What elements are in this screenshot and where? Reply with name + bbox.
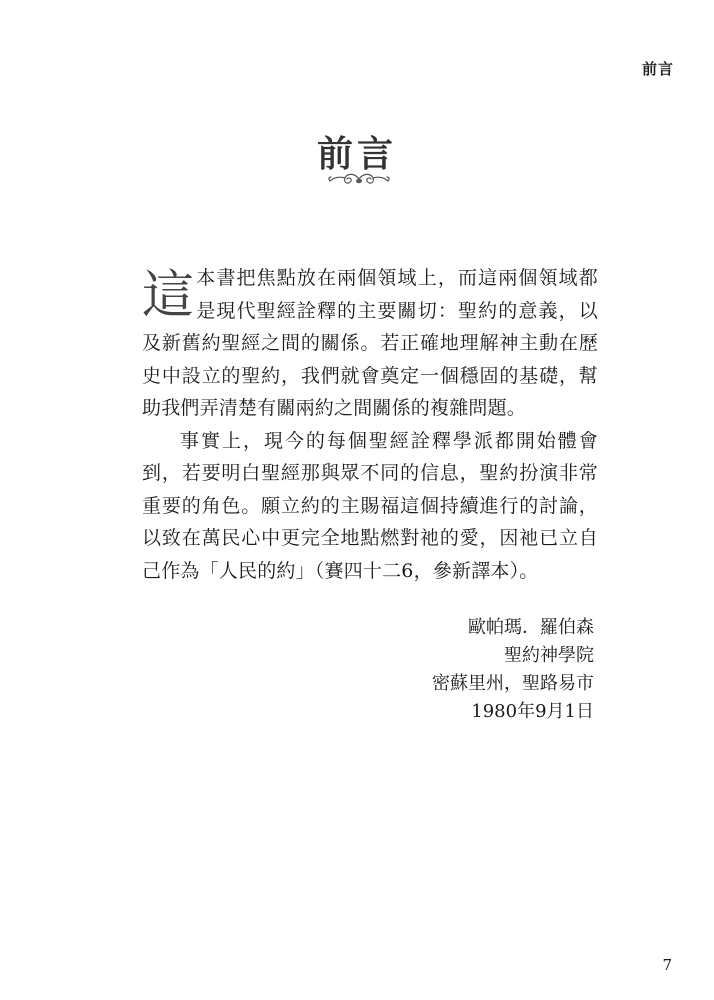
signature-institution: 聖約神學院 [504,645,594,666]
running-header: 前言 [641,60,674,78]
preface-body [142,262,598,587]
signature-location: 密蘇里州，聖路易市 [432,673,594,694]
signature-author: 歐帕瑪．羅伯森 [468,617,594,638]
paragraph-2: 事實上，現今的每個聖經詮釋學派都開始體會到，若要明白聖經那與眾不同的信息，聖約扮演非常重要的角色。願立約的主賜福這個持續進行的討論，以致在萬民心中更完全地點燃對祂的愛，因祂已立自己作為「人民的約」（賽四十二6，參新譯本）。 [142,429,598,582]
paragraph-1-text: 本書把焦點放在兩個領域上，而這兩個領域都是現代聖經詮釋的主要關切：聖約的意義，以及新舊約聖經之間的關係。若正確地理解神主動在歷史中設立的聖約，我們就會奠定一個穩固的基礎，幫助我們弄清楚有關兩約之間關係的複雜問題。 [142,267,598,419]
signature-block [432,614,594,726]
scroll-flourish-icon [327,168,391,190]
page-number: 7 [662,956,672,974]
paragraph-1 [142,262,598,425]
page-title: 前言 [316,133,397,175]
signature-date: 1980年9月1日 [471,701,594,722]
drop-cap: 這 [142,266,195,326]
